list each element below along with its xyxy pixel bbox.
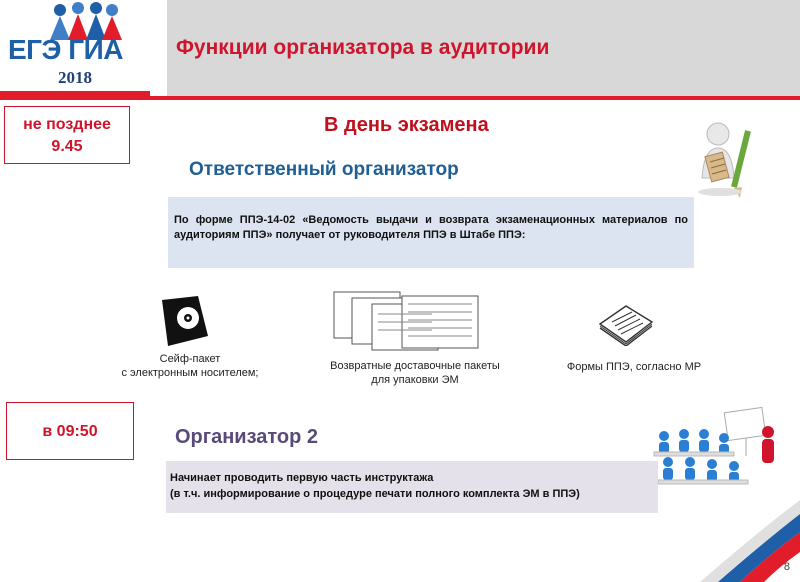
instruction-panel-2 [166,461,658,513]
deadline-line1: не позднее [23,116,111,133]
deadline-line2: 9.45 [51,138,83,155]
item-caption-return-packages: Возвратные доставочные пакеты для упаковки ЭМ [330,360,500,386]
day-heading: В день экзамена [324,114,489,136]
header-divider [0,96,800,100]
organizer-2-heading: Организатор 2 [175,426,319,448]
page-number: 8 [783,561,790,573]
logo-text: ЕГЭ ГИА [8,34,123,65]
logo [0,0,167,96]
role-heading: Ответственный организатор [189,159,459,180]
forms-stack-icon [596,300,654,346]
item-caption-forms: Формы ППЭ, согласно МР [566,361,702,373]
return-envelopes-icon [332,290,482,354]
logo-year: 2018 [58,68,92,87]
panel-2-line2: (в т.ч. информирование о процедуре печати полного комплекта ЭМ в ППЭ) [170,488,580,500]
item-caption-safe-package: Сейф-пакет с электронным носителем; [121,353,259,379]
safe-package-disc-icon [158,296,212,348]
page-title: Функции организатора в аудитории [176,36,550,59]
person-with-pencil-icon [694,118,762,198]
panel-2-line1: Начинает проводить первую часть инструктажа [170,472,434,484]
deadline-box [4,106,130,164]
instruction-panel: По форме ППЭ-14-02 «Ведомость выдачи и возврата экзаменационных материалов по аудиториям ППЭ» получает от руководителя ППЭ в Штабе ППЭ: [168,197,694,268]
time-box-0950: в 09:50 [6,402,134,460]
